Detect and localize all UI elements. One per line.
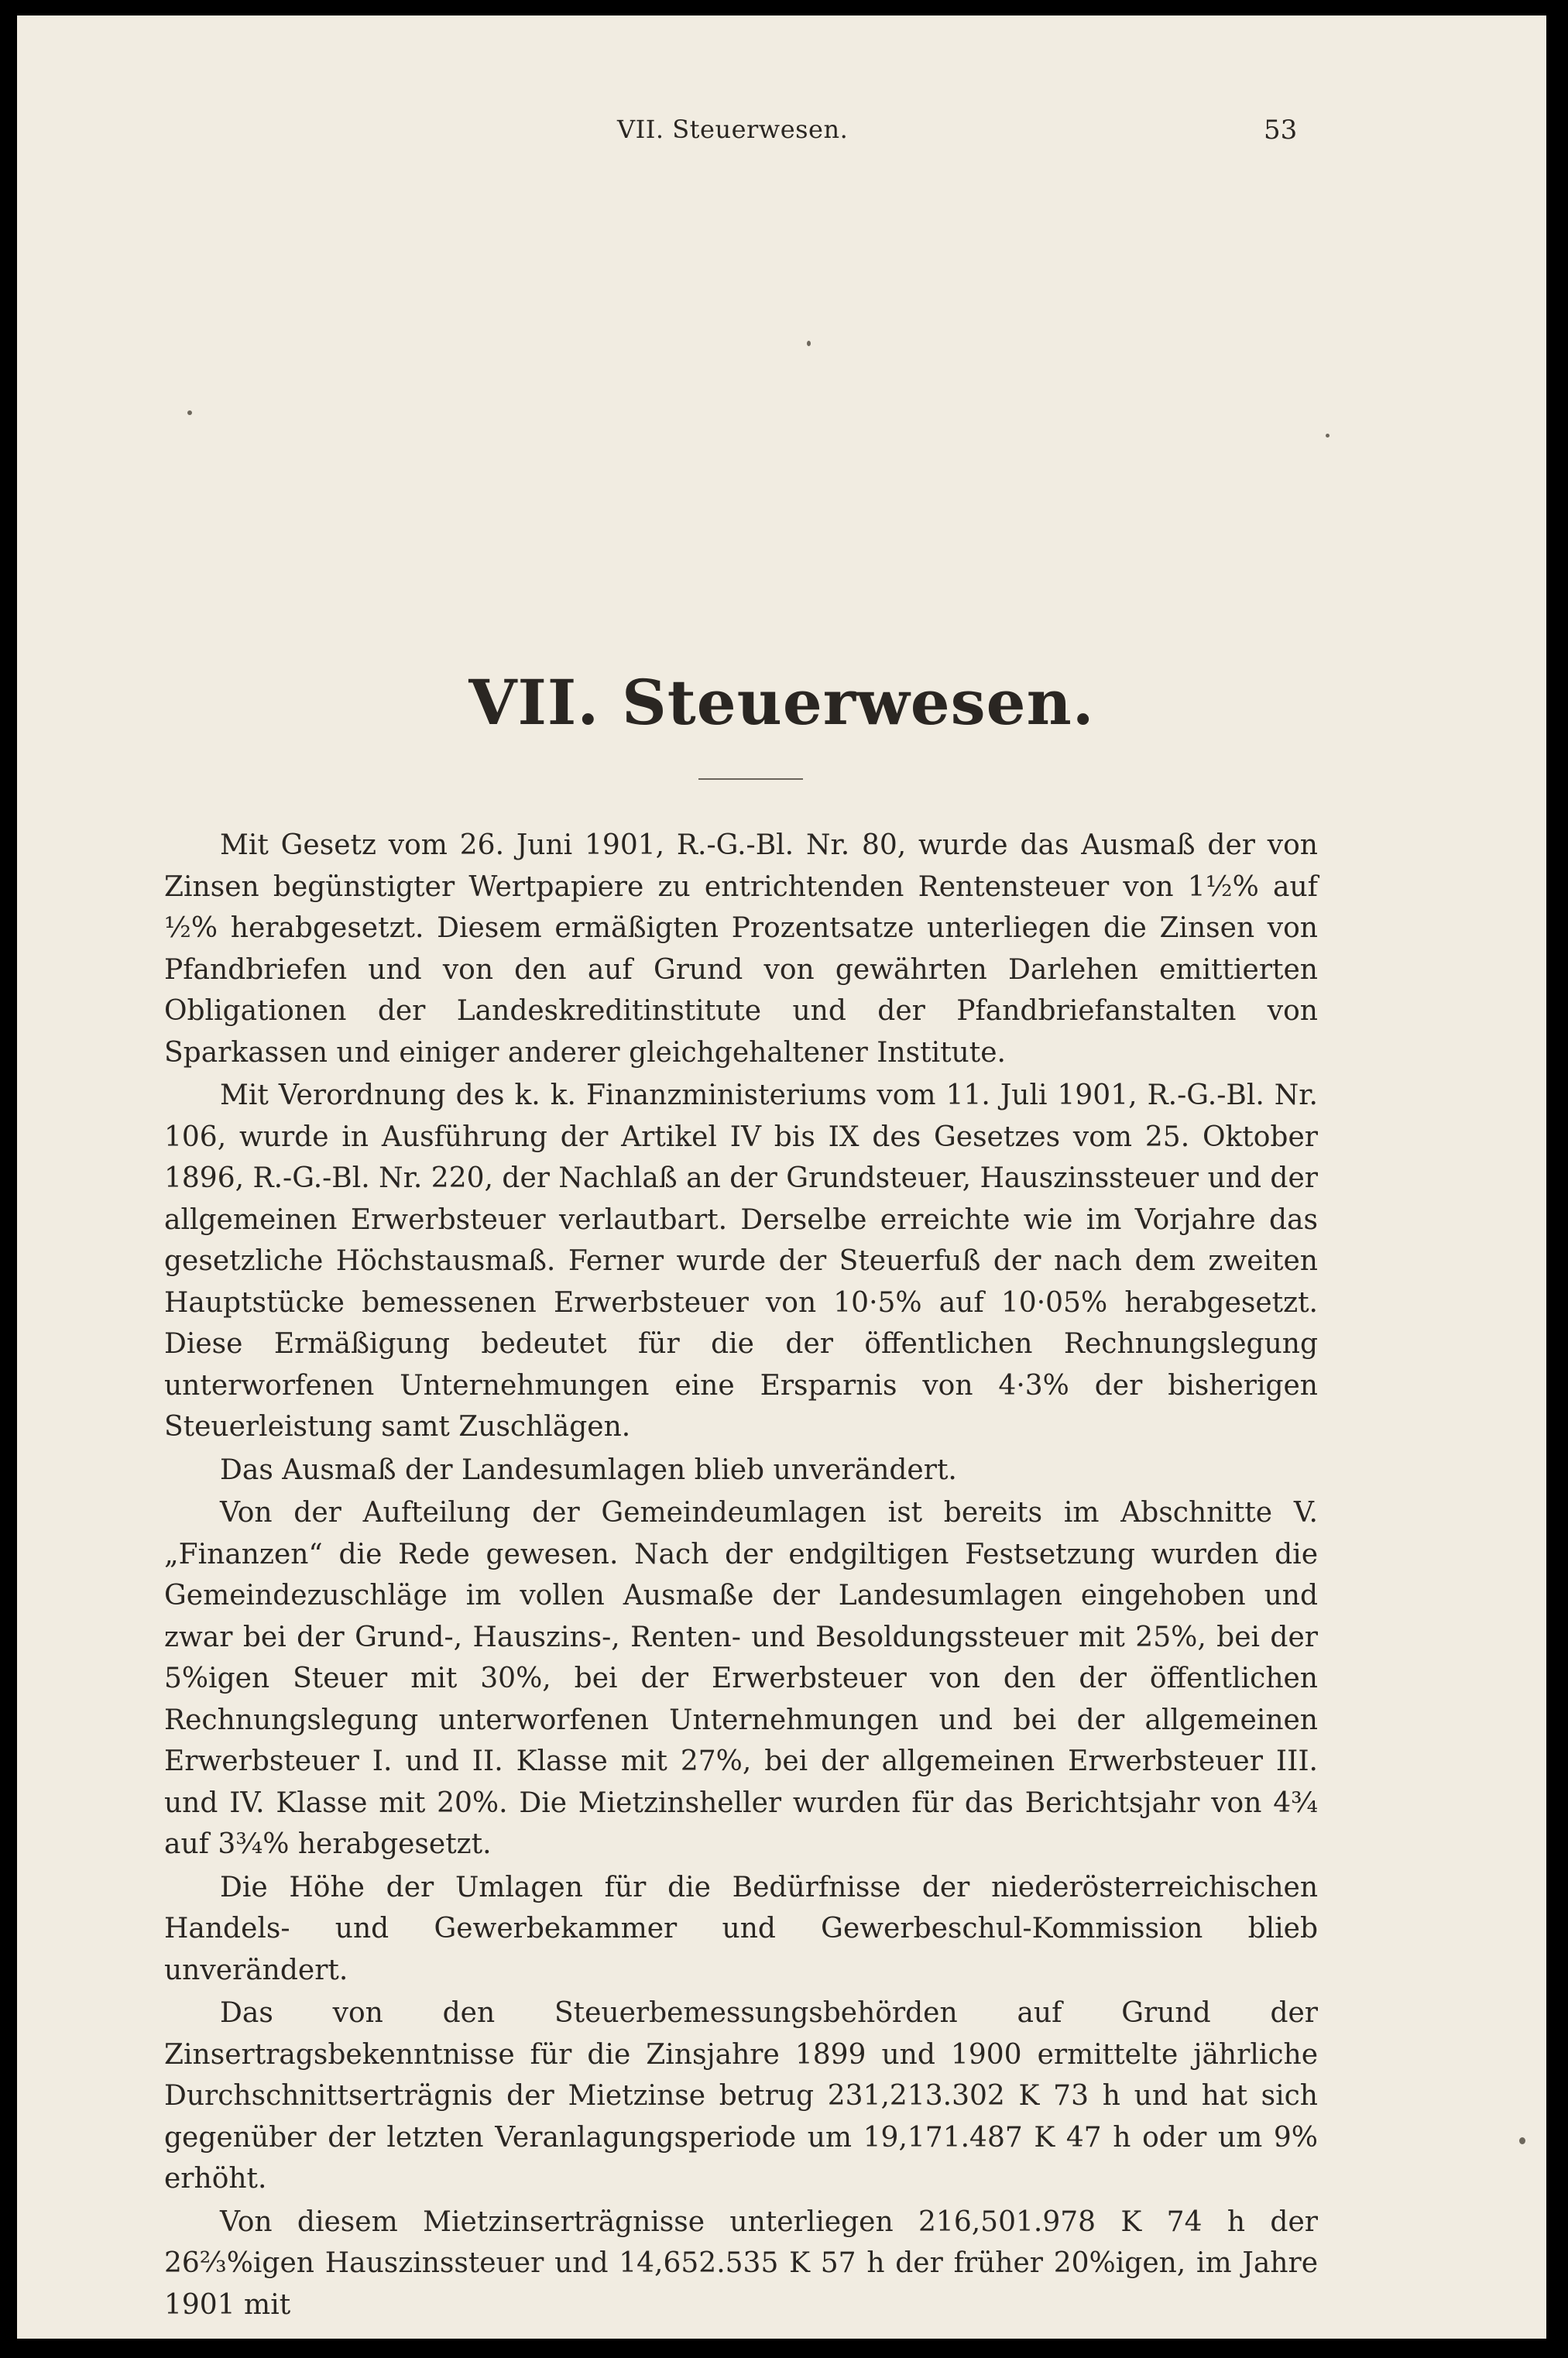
chapter-title: VII. Steuerwesen.: [468, 666, 1095, 739]
document-page: [17, 15, 1546, 2339]
paper-speck: [187, 410, 192, 415]
title-rule: [698, 778, 803, 780]
paragraph-handelskammer: Die Höhe der Umlagen für die Bedürfnisse der niederösterreichischen Handels- und Gewerbekammer und Gewerbeschul-Kommission blieb unverändert.: [164, 1871, 1318, 1986]
page-number: 53: [1264, 115, 1298, 146]
paper-speck: [1519, 2137, 1525, 2144]
paragraph-rentensteuer: Mit Gesetz vom 26. Juni 1901, R.-G.-Bl. Nr. 80, wurde das Ausmaß der von Zinsen begünstigter Wertpapiere zu entrichtenden Rentensteuer von 1½% auf ½% herabgesetzt. Diesem ermäßigten Prozentsatze unterliegen die Zinsen von Pfandbriefen und von den auf Grund von gewährten Darlehen emittierten Obligationen der Landeskreditinstitute und der Pfandbriefanstalten von Sparkassen und einiger anderer gleichgehaltener Institute.: [164, 829, 1318, 1069]
paragraph-mietzinse: Das von den Steuerbemessungsbehörden auf Grund der Zinsertragsbekenntnisse für die Zinsjahre 1899 und 1900 ermittelte jährliche Durchschnittserträgnis der Mietzinse betrug 231,213.302 K 73 h und hat sich gegenüber der letzten Veranlagungsperiode um 19,171.487 K 47 h oder um 9% erhöht.: [164, 1997, 1318, 2195]
running-header: [17, 115, 1546, 161]
running-title: VII. Steuerwesen.: [617, 115, 849, 144]
paper-speck: [807, 341, 811, 346]
paragraph-hauszinssteuer: Von diesem Mietzinserträgnisse unterliegen 216,501.978 K 74 h der 26⅔%igen Hauszinssteuer und 14,652.535 K 57 h der früher 20%igen, im Jahre 1901 mit: [164, 2205, 1318, 2321]
paragraph-gemeindeumlagen: Von der Aufteilung der Gemeindeumlagen ist bereits im Abschnitte V. „Finanzen“ die Rede gewesen. Nach der endgiltigen Festsetzung wurden die Gemeindezuschläge im vollen Ausmaße der Landesumlagen eingehoben und zwar bei der Grund-, Hauszins-, Renten- und Besoldungssteuer mit 25%, bei der 5%igen Steuer mit 30%, bei der Erwerbsteuer von den der öffentlichen Rechnungslegung unterworfenen Unternehmungen und bei der allgemeinen Erwerbsteuer I. und II. Klasse mit 27%, bei der allgemeinen Erwerbsteuer III. und IV. Klasse mit 20%. Die Mietzinsheller wurden für das Berichtsjahr von 4¾ auf 3¾% herabgesetzt.: [164, 1497, 1318, 1860]
paper-speck: [1326, 434, 1330, 438]
paragraph-landesumlagen: Das Ausmaß der Landesumlagen blieb unverändert.: [220, 1454, 957, 1486]
paragraph-verordnung: Mit Verordnung des k. k. Finanzministeriums vom 11. Juli 1901, R.-G.-Bl. Nr. 106, wurde in Ausführung der Artikel IV bis IX des Gesetzes vom 25. Oktober 1896, R.-G.-Bl. Nr. 220, der Nachlaß an der Grundsteuer, Hauszinssteuer und der allgemeinen Erwerbsteuer verlautbart. Derselbe erreichte wie im Vorjahre das gesetzliche Höchstausmaß. Ferner wurde der Steuerfuß der nach dem zweiten Hauptstücke bemessenen Erwerbsteuer von 10·5% auf 10·05% herabgesetzt. Diese Ermäßigung bedeutet für die der öffentlichen Rechnungslegung unterworfenen Unternehmungen eine Ersparnis von 4·3% der bisherigen Steuerleistung samt Zuschlägen.: [164, 1079, 1318, 1443]
body-text: [164, 825, 1318, 2325]
